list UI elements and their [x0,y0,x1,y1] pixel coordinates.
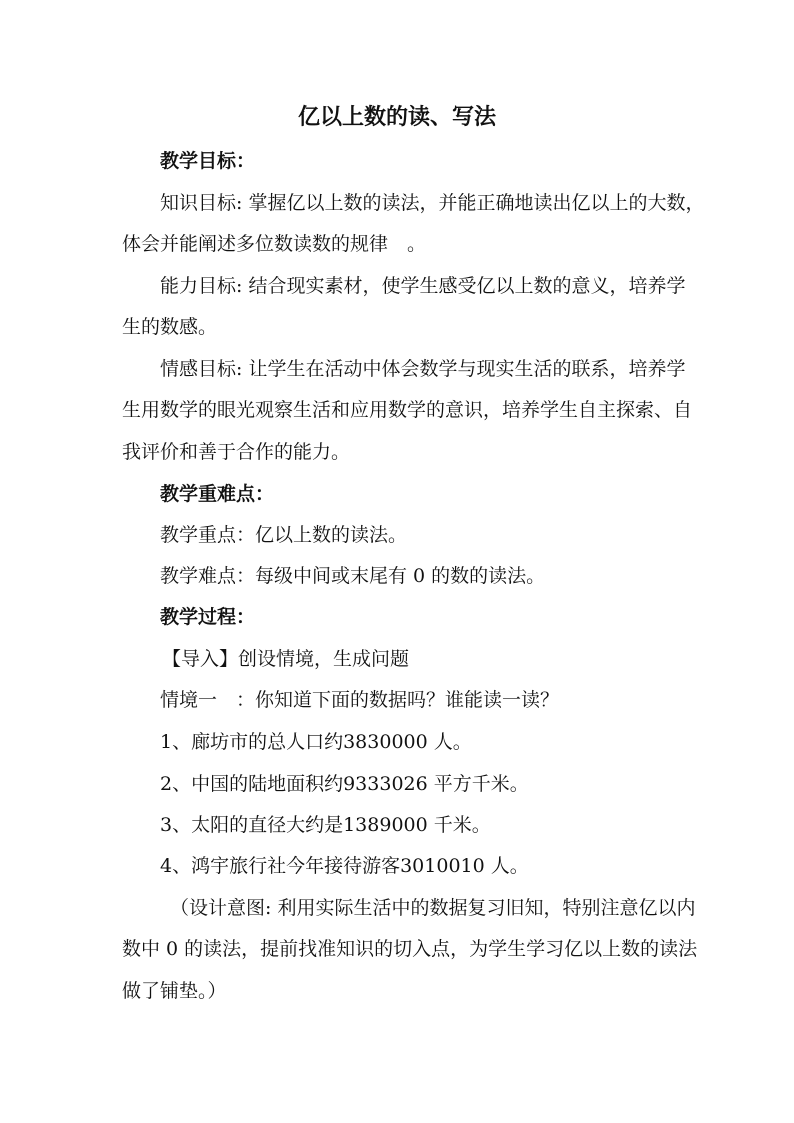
emotion-objective-line-2: 生用数学的眼光观察生活和应用数学的意识，培养学生自主探索、自 [122,399,693,421]
emotion-objective-line-3: 我评价和善于合作的能力。 [122,441,351,463]
knowledge-objective-line-2: 体会并能阐述多位数读数的规律 。 [122,233,427,255]
list-item: 1、廊坊市的总人口约3830000 人。 [160,731,472,753]
list-item: 2、中国的陆地面积约9333026 平方千米。 [160,773,529,795]
design-intent-line-2: 数中 0 的读法，提前找准知识的切入点，为学生学习亿以上数的读法 [122,938,698,960]
ability-objective-line-2: 生的数感。 [122,316,218,338]
emotion-objective-line-1: 情感目标: 让学生在活动中体会数学与现实生活的联系，培养学 [160,358,686,380]
process-heading: 教学过程： [160,606,256,628]
document-title: 亿以上数的读、写法 [297,104,496,130]
intro-section: 【导入】创设情境，生成问题 [162,648,410,670]
key-difficult-heading: 教学重难点： [160,483,275,505]
list-item: 3、太阳的直径大约是1389000 千米。 [160,814,491,836]
difficult-point: 教学难点：每级中间或末尾有 0 的数的读法。 [160,565,546,587]
objectives-heading: 教学目标： [160,150,256,172]
list-item: 4、鸿宇旅行社今年接待游客3010010 人。 [160,855,529,877]
ability-objective-line-1: 能力目标: 结合现实素材，使学生感受亿以上数的意义，培养学 [160,275,686,297]
design-intent-line-1: （设计意图: 利用实际生活中的数据复习旧知，特别注意亿以内 [170,897,696,919]
situation-one: 情境一 ：你知道下面的数据吗？谁能读一读？ [160,689,560,711]
design-intent-line-3: 做了铺垫。） [122,980,227,1002]
key-point: 教学重点：亿以上数的读法。 [160,524,408,546]
knowledge-objective-line-1: 知识目标: 掌握亿以上数的读法，并能正确地读出亿以上的大数， [160,192,705,214]
